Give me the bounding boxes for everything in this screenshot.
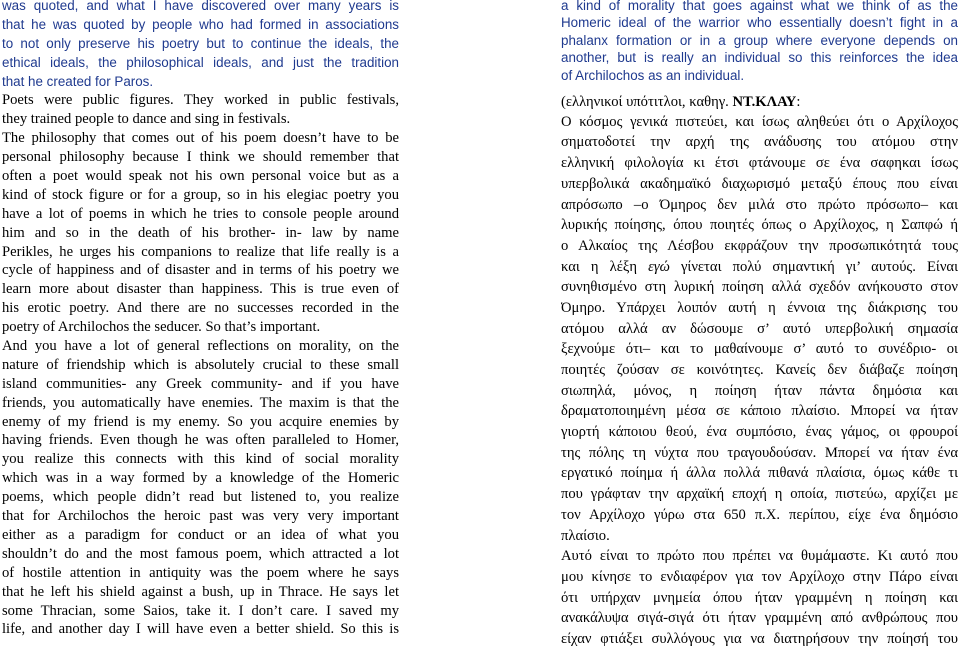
speaker-colon: : [796, 93, 801, 110]
text-line: nature of friendship which is absolutely crucial to these small [2, 356, 399, 373]
text-line: εργατικό ποίημα ή άλλα πολλά πιθανά πλαίσια, όμως κάθε τι [561, 465, 958, 482]
text-line: υπερβολικά ακαδημαϊκό διαχωρισμό μεταξύ έπους που είναι [561, 175, 958, 192]
left-column [2, 0, 399, 639]
text-line: that he created for Paros. [2, 73, 154, 89]
text-line: απρόσωπο –ο Όμηρος δεν μιλά στο πρώτο πρόσωπο– και [561, 196, 958, 213]
text-line: either as a paradigm for conduct or an idea of what you [2, 526, 399, 543]
text-line: having friends. Even though he was often paralleled to Homer, [2, 432, 399, 449]
text-line: And you have a lot of general reflections on morality, on the [2, 338, 399, 355]
text-line: συνηθισμένο στη λυρική ποίηση αλλά σχεδόν ανήκουστο στον [561, 279, 958, 296]
text-line: they trained people to dance and sing in festivals. [2, 111, 291, 128]
text-line: poems, which people didn’t read but listened to, you realize [2, 489, 399, 506]
text-line: have a lot of poems in which he tries to console people around [2, 205, 399, 222]
text-line: της πόλης τη νύχτα που τραγουδούσαν. Μπορεί να ήταν ένα [561, 444, 958, 461]
text-line: δραματοποιημένη μέσα σε κάποιο πλαίσιο. Μπορεί να ήταν [561, 403, 958, 420]
text-line: ποιητές ζούσαν σε κοινότητες. Κανείς δεν διάβαζε ποίηση [561, 362, 958, 378]
text-line: of Archilochos as an individual. [561, 67, 745, 83]
text-line: which was in a way formed by a knowledge of the Homeric [2, 470, 399, 487]
text-line: ότι υπήρχαν μνημεία όπου ήταν γραμμένη η ποίηση και [561, 589, 958, 606]
subtitle-label: (ελληνικοί υπότιτλοι, καθηγ. [561, 93, 733, 110]
text-line: Ο κόσμος γενικά πιστεύει, και ίσως αληθεύει ότι ο Αρχίλοχος [561, 113, 958, 130]
text-line: that he was quoted by people who had formed in associations [2, 16, 399, 32]
text-segment: γίνεται πολύ σημαντική γι’ αυτούς. Είναι [669, 258, 958, 275]
text-line: that for Archilochos the heroic past was very very important [2, 508, 399, 525]
text-line [561, 257, 958, 278]
text-line: a kind of morality that goes against what we think of as the [561, 0, 958, 13]
text-line: some Thracian, some Saios, take it. I don’t care. I saved my [2, 602, 399, 619]
text-line: personal philosophy because I think we should remember that [2, 149, 399, 166]
text-line: cycle of happiness and of disaster and in terms of his poetry we [2, 262, 399, 279]
text-line: learn more about disaster than happiness. This is true even of [2, 281, 399, 298]
text-line: to not only preserve his poetry but to continue the ideals, the [2, 35, 399, 51]
text-line: him and so in the death of his brother- in- law by name [2, 224, 399, 241]
text-line: ο Αλκαίος της Λέσβου εκφράζουν την προσωπικότητά τους [561, 237, 958, 254]
text-line: Homeric ideal of the warrior who essentially doesn’t fight in a [561, 15, 958, 31]
text-line: kind of stock figure or for a group, so in his elegiac poetry you [2, 186, 399, 203]
text-line: The philosophy that comes out of his poem doesn’t have to be [2, 130, 399, 147]
text-line: ανακάλυψα σιγά-σιγά ότι ήταν γραμμένη από ανθρώπους που [561, 610, 958, 627]
text-line: Perikles, he urges his companions to realize that life really is a [2, 243, 399, 260]
text-line: another, but is really an individual so this reinforces the idea [561, 50, 958, 66]
text-line: you realize this connects with this kind of social morality [2, 451, 399, 468]
text-line: of hostile attention in antiquity was the poem where he says [2, 564, 399, 581]
text-line: island communities- any Greek community- and if you have [2, 375, 399, 392]
text-line: πλαίσιο. [561, 527, 610, 544]
paragraph-gap [561, 84, 958, 94]
text-line: often a poet would speak not his own personal voice but as a [2, 168, 399, 185]
text-line: Όμηρο. Υπάρχει λοιπόν αυτή η έννοια της διάκρισης του [561, 299, 958, 316]
subtitle-heading [561, 94, 958, 112]
text-line: phalanx formation or in a group where everyone depends on [561, 32, 958, 48]
text-line: that he left his shield against a bush, up in Thrace. He says let [2, 583, 399, 600]
text-line: ξεχνούμε ότι– και το μαθαίνουμε σ’ αυτό το συνέδριο- οι [561, 341, 958, 358]
text-line: life, and another day I will have even a better shield. So this is [2, 621, 399, 638]
text-line: shouldn’t do and the most famous poem, which attracted a lot [2, 545, 399, 562]
text-line: λυρικής ποίησης, όπου ποιητές όπως ο Αρχίλοχος, η Σαπφώ ή [561, 217, 958, 234]
text-line: που γράφταν την αρχαϊκή εποχή η οποία, πιστεύω, αρχίζει με [561, 486, 958, 503]
text-line: poetry of Archilochos the seducer. So that’s important. [2, 319, 321, 336]
text-line: Poets were public figures. They worked in public festivals, [2, 92, 399, 109]
text-line: ατόμου αλλά αν δώσουμε σ’ αυτό υπερβολική σημασία [561, 320, 958, 337]
text-line: ethical ideals, the philosophical ideals, and just the tradition [2, 54, 399, 70]
text-line: ελληνική φιλολογία κι έτσι φτάνουμε σε ένα σαφηκαι ίσως [561, 155, 958, 172]
text-line: είχαν φτιάξει συλλόγους για να διατηρήσουν την ποίησή του [561, 630, 958, 647]
text-line: friends, you automatically have enemies. The maxim is that the [2, 394, 399, 411]
text-line: τον Αρχίλοχο γύρω στα 650 π.Χ. περίπου, είχε ένα δημόσιο [561, 506, 958, 523]
emphasized-word: εγώ [648, 258, 670, 275]
speaker-name: ΝΤ.ΚΛΑΥ [732, 93, 797, 110]
right-column [561, 0, 958, 650]
text-line: μου κίνησε το ενδιαφέρον για τον Αρχίλοχο στην Πάρο είναι [561, 568, 958, 585]
text-line: γιορτή κάποιου θεού, ένα συμπόσιο, ένας γάμος, οι φρουροί [561, 424, 958, 441]
text-segment: και η λέξη [561, 258, 649, 275]
text-line: was quoted, and what I have discovered over many years is [2, 0, 399, 13]
text-line: Αυτό είναι το πρώτο που πρέπει να θυμάμαστε. Κι αυτό που [561, 548, 958, 565]
text-line: σιωπηλά, μόνος, η ποίηση ήταν πάντα δημόσια και [561, 382, 958, 399]
text-line: enemy of my friend is my enemy. So you acquire enemies by [2, 413, 399, 430]
text-line: his erotic poetry. And there are no successes recorded in the [2, 300, 399, 317]
text-line: σηματοδοτεί την αρχή της ανάδυσης του ατόμου στην [561, 134, 958, 151]
